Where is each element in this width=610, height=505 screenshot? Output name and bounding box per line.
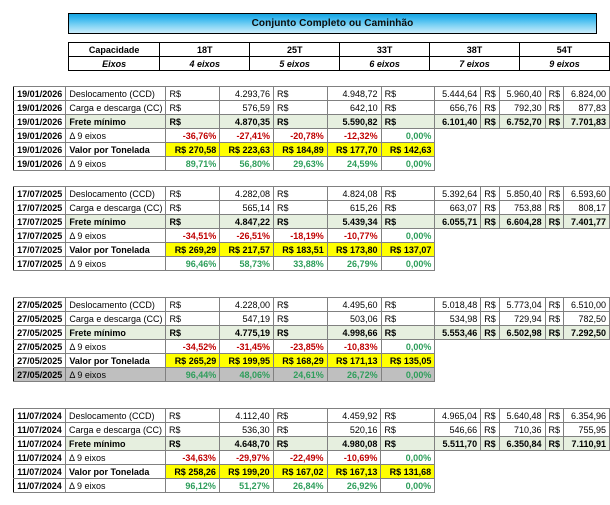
currency-symbol: R$	[545, 215, 564, 229]
cell-value[interactable]: 33,88%	[274, 257, 328, 271]
currency-symbol: R$	[481, 201, 500, 215]
cell-value[interactable]: 4.648,70	[219, 437, 273, 451]
table-row[interactable]	[14, 201, 610, 215]
header-eixos-54t: 9 eixos	[520, 57, 610, 71]
header-capacity-33t: 33T	[340, 43, 430, 57]
data-block-11-07-2024	[13, 408, 610, 493]
table-row[interactable]	[14, 298, 610, 312]
cell-value[interactable]: -18,19%	[274, 229, 328, 243]
currency-symbol: R$	[273, 437, 327, 451]
table-row[interactable]	[14, 243, 610, 257]
cell-value[interactable]: 4.847,22	[220, 215, 274, 229]
cell-value[interactable]: 782,50	[564, 312, 610, 326]
cell-value[interactable]: 96,12%	[166, 479, 220, 493]
cell-value[interactable]: -34,63%	[166, 451, 220, 465]
cell-value[interactable]: 710,36	[499, 423, 545, 437]
currency-symbol: R$	[545, 409, 564, 423]
cell-value[interactable]: -22,49%	[273, 451, 327, 465]
cell-value[interactable]: 753,88	[499, 201, 545, 215]
cell-value[interactable]: 5.590,82	[327, 115, 381, 129]
row-label: Valor por Tonelada	[65, 465, 165, 479]
row-date: 17/07/2025	[14, 229, 66, 243]
currency-symbol: R$	[273, 423, 327, 437]
currency-symbol: R$	[166, 312, 220, 326]
currency-symbol: R$	[545, 187, 564, 201]
table-row[interactable]	[14, 437, 610, 451]
cell-value[interactable]: R$ 167,13	[327, 465, 381, 479]
row-label: Valor por Tonelada	[66, 243, 166, 257]
currency-symbol: R$	[274, 101, 328, 115]
row-date: 19/01/2026	[14, 157, 66, 171]
table-header	[68, 42, 610, 71]
currency-symbol: R$	[481, 215, 500, 229]
currency-symbol: R$	[274, 298, 328, 312]
data-block-17-07-2025	[13, 186, 610, 271]
cell-value[interactable]: 29,63%	[274, 157, 328, 171]
currency-symbol: R$	[481, 87, 500, 101]
table-row[interactable]	[14, 354, 610, 368]
table-row[interactable]	[14, 409, 610, 423]
row-date: 17/07/2025	[14, 257, 66, 271]
currency-symbol: R$	[166, 409, 220, 423]
currency-symbol: R$	[381, 87, 435, 101]
cell-value[interactable]: 546,66	[435, 423, 481, 437]
cell-value[interactable]: 5.392,64	[435, 187, 481, 201]
cell-value[interactable]: 0,00%	[381, 229, 435, 243]
cell-value[interactable]: 4.980,08	[327, 437, 381, 451]
row-date: 19/01/2026	[14, 87, 66, 101]
cell-value[interactable]: 615,26	[327, 201, 381, 215]
cell-value[interactable]: 56,80%	[220, 157, 274, 171]
row-label: Δ 9 eixos	[66, 340, 166, 354]
cell-value[interactable]: R$ 269,29	[166, 243, 220, 257]
row-label: Δ 9 eixos	[65, 451, 165, 465]
cell-value[interactable]: -10,83%	[327, 340, 381, 354]
row-label: Deslocamento (CCD)	[66, 187, 166, 201]
data-block-27-05-2025	[13, 297, 610, 382]
cell-value[interactable]: R$ 137,07	[381, 243, 435, 257]
currency-symbol: R$	[274, 215, 328, 229]
table-row[interactable]	[14, 115, 610, 129]
table-row[interactable]	[14, 143, 610, 157]
cell-value[interactable]: 5.511,70	[435, 437, 481, 451]
table-row[interactable]	[14, 326, 610, 340]
currency-symbol: R$	[381, 101, 435, 115]
cell-value[interactable]: R$ 184,89	[274, 143, 328, 157]
currency-symbol: R$	[481, 187, 500, 201]
cell-value[interactable]: 5.553,46	[435, 326, 481, 340]
cell-value[interactable]: 656,76	[435, 101, 481, 115]
cell-value[interactable]: 26,79%	[327, 257, 381, 271]
cell-value[interactable]: 6.593,60	[564, 187, 610, 201]
currency-symbol: R$	[166, 298, 220, 312]
cell-value[interactable]: 520,16	[327, 423, 381, 437]
cell-value[interactable]: 547,19	[220, 312, 274, 326]
row-date: 19/01/2026	[14, 129, 66, 143]
row-date: 27/05/2025	[14, 340, 66, 354]
row-date: 27/05/2025	[14, 354, 66, 368]
table-row[interactable]	[14, 451, 610, 465]
row-label: Deslocamento (CCD)	[66, 87, 166, 101]
header-eixos-row	[69, 57, 610, 71]
page-title: Conjunto Completo ou Caminhão	[251, 18, 414, 29]
cell-value[interactable]: 6.604,28	[499, 215, 545, 229]
cell-value[interactable]: R$ 168,29	[274, 354, 328, 368]
currency-symbol: R$	[274, 87, 328, 101]
cell-value[interactable]: 26,92%	[327, 479, 381, 493]
cell-value[interactable]: 4.495,60	[327, 298, 381, 312]
currency-symbol: R$	[481, 101, 500, 115]
cell-value[interactable]: -34,51%	[166, 229, 220, 243]
currency-symbol: R$	[381, 437, 435, 451]
cell-value[interactable]: R$ 183,51	[274, 243, 328, 257]
currency-symbol: R$	[481, 298, 500, 312]
currency-symbol: R$	[381, 215, 435, 229]
currency-symbol: R$	[381, 409, 435, 423]
header-eixos-33t: 6 eixos	[340, 57, 430, 71]
cell-value[interactable]: -36,76%	[166, 129, 220, 143]
row-label: Δ 9 eixos	[66, 229, 166, 243]
cell-value[interactable]: R$ 217,57	[220, 243, 274, 257]
cell-value[interactable]: -10,77%	[327, 229, 381, 243]
row-label: Carga e descarga (CC)	[66, 201, 166, 215]
table-row[interactable]	[14, 101, 610, 115]
header-eixos-25t: 5 eixos	[250, 57, 340, 71]
cell-value[interactable]: 4.293,76	[220, 87, 274, 101]
row-label: Deslocamento (CCD)	[66, 298, 166, 312]
cell-value[interactable]: R$ 199,95	[220, 354, 274, 368]
cell-value[interactable]: 503,06	[327, 312, 381, 326]
table-row[interactable]	[14, 257, 610, 271]
cell-value[interactable]: -29,97%	[219, 451, 273, 465]
table-row[interactable]	[14, 423, 610, 437]
cell-value[interactable]: R$ 135,05	[381, 354, 435, 368]
table-row[interactable]	[14, 87, 610, 101]
cell-value[interactable]: 0,00%	[381, 340, 435, 354]
table-row[interactable]	[14, 157, 610, 171]
row-date: 27/05/2025	[14, 368, 66, 382]
cell-value[interactable]: 6.824,00	[564, 87, 610, 101]
currency-symbol: R$	[273, 409, 327, 423]
cell-value[interactable]: 565,14	[220, 201, 274, 215]
cell-value[interactable]: -10,69%	[327, 451, 381, 465]
cell-value[interactable]: R$ 265,29	[166, 354, 220, 368]
header-capacity-38t: 38T	[430, 43, 520, 57]
row-date: 27/05/2025	[14, 326, 66, 340]
header-eixos-38t: 7 eixos	[430, 57, 520, 71]
cell-value[interactable]: 5.444,64	[435, 87, 481, 101]
cell-value[interactable]: R$ 223,63	[220, 143, 274, 157]
row-date: 11/07/2024	[14, 423, 66, 437]
cell-value[interactable]: 24,59%	[327, 157, 381, 171]
row-label: Valor por Tonelada	[66, 354, 166, 368]
cell-value[interactable]: R$ 177,70	[327, 143, 381, 157]
cell-value[interactable]: 26,84%	[273, 479, 327, 493]
currency-symbol: R$	[381, 115, 435, 129]
cell-value[interactable]: 89,71%	[166, 157, 220, 171]
row-date: 17/07/2025	[14, 201, 66, 215]
row-date: 17/07/2025	[14, 187, 66, 201]
row-date: 17/07/2025	[14, 215, 66, 229]
price-table	[13, 186, 610, 271]
row-date: 19/01/2026	[14, 143, 66, 157]
header-capacity-25t: 25T	[250, 43, 340, 57]
currency-symbol: R$	[166, 201, 220, 215]
cell-value[interactable]: -27,41%	[220, 129, 274, 143]
currency-symbol: R$	[166, 115, 220, 129]
row-label: Frete mínimo	[65, 437, 165, 451]
cell-value[interactable]: 4.824,08	[327, 187, 381, 201]
row-date: 27/05/2025	[14, 312, 66, 326]
cell-value[interactable]: 0,00%	[381, 257, 435, 271]
header-capacity-label: Capacidade	[69, 43, 160, 57]
cell-value[interactable]: 5.439,34	[327, 215, 381, 229]
row-label: Carga e descarga (CC)	[66, 101, 166, 115]
row-label: Frete mínimo	[66, 326, 166, 340]
currency-symbol: R$	[481, 437, 500, 451]
table-row[interactable]	[14, 340, 610, 354]
cell-value[interactable]: 5.850,40	[499, 187, 545, 201]
cell-value[interactable]: -20,78%	[274, 129, 328, 143]
cell-value[interactable]: 0,00%	[381, 451, 435, 465]
header-capacity-18t: 18T	[160, 43, 250, 57]
cell-value[interactable]: 26,72%	[327, 368, 381, 382]
cell-value[interactable]: R$ 258,26	[166, 465, 220, 479]
row-date: 11/07/2024	[14, 479, 66, 493]
cell-value[interactable]: 808,17	[564, 201, 610, 215]
cell-value[interactable]: 7.701,83	[564, 115, 610, 129]
currency-symbol: R$	[481, 115, 500, 129]
cell-value[interactable]: 877,83	[564, 101, 610, 115]
cell-value[interactable]: 4.965,04	[435, 409, 481, 423]
currency-symbol: R$	[545, 101, 564, 115]
cell-value[interactable]: R$ 131,68	[381, 465, 435, 479]
cell-value[interactable]: 6.502,98	[499, 326, 545, 340]
cell-value[interactable]: 6.510,00	[564, 298, 610, 312]
cell-value[interactable]: 4.998,66	[327, 326, 381, 340]
cell-value[interactable]: 96,44%	[166, 368, 220, 382]
currency-symbol: R$	[545, 115, 564, 129]
cell-value[interactable]: 4.775,19	[220, 326, 274, 340]
cell-value[interactable]: 534,98	[435, 312, 481, 326]
header-capacity-row	[69, 43, 610, 57]
currency-symbol: R$	[545, 201, 564, 215]
cell-value[interactable]: 663,07	[435, 201, 481, 215]
row-date: 11/07/2024	[14, 409, 66, 423]
row-label: Valor por Tonelada	[66, 143, 166, 157]
row-label: Δ 9 eixos	[65, 479, 165, 493]
price-table	[13, 86, 610, 171]
currency-symbol: R$	[166, 101, 220, 115]
cell-value[interactable]: 792,30	[499, 101, 545, 115]
cell-value[interactable]: 576,59	[220, 101, 274, 115]
table-row[interactable]	[14, 129, 610, 143]
table-row[interactable]	[14, 465, 610, 479]
row-date: 11/07/2024	[14, 465, 66, 479]
cell-value[interactable]: R$ 199,20	[219, 465, 273, 479]
currency-symbol: R$	[274, 187, 328, 201]
cell-value[interactable]: 536,30	[219, 423, 273, 437]
cell-value[interactable]: R$ 142,63	[381, 143, 435, 157]
cell-value[interactable]: 96,46%	[166, 257, 220, 271]
table-row[interactable]	[14, 479, 610, 493]
data-block-19-01-2026	[13, 86, 610, 171]
row-date: 19/01/2026	[14, 115, 66, 129]
currency-symbol: R$	[481, 312, 500, 326]
currency-symbol: R$	[381, 187, 435, 201]
currency-symbol: R$	[274, 312, 328, 326]
cell-value[interactable]: 4.228,00	[220, 298, 274, 312]
currency-symbol: R$	[166, 423, 220, 437]
row-date: 27/05/2025	[14, 298, 66, 312]
cell-value[interactable]: 58,73%	[220, 257, 274, 271]
cell-value[interactable]: R$ 167,02	[273, 465, 327, 479]
table-row[interactable]	[14, 368, 610, 382]
table-row[interactable]	[14, 312, 610, 326]
cell-value[interactable]: -34,52%	[166, 340, 220, 354]
currency-symbol: R$	[166, 437, 220, 451]
row-label: Δ 9 eixos	[66, 157, 166, 171]
table-row[interactable]	[14, 187, 610, 201]
cell-value[interactable]: 0,00%	[381, 129, 435, 143]
row-label: Deslocamento (CCD)	[65, 409, 165, 423]
row-date: 11/07/2024	[14, 437, 66, 451]
cell-value[interactable]: R$ 173,80	[327, 243, 381, 257]
cell-value[interactable]: R$ 171,13	[327, 354, 381, 368]
cell-value[interactable]: 729,94	[499, 312, 545, 326]
currency-symbol: R$	[545, 437, 564, 451]
currency-symbol: R$	[381, 326, 435, 340]
cell-value[interactable]: 5.773,04	[499, 298, 545, 312]
cell-value[interactable]: 6.055,71	[435, 215, 481, 229]
row-date: 17/07/2025	[14, 243, 66, 257]
cell-value[interactable]: R$ 270,58	[166, 143, 220, 157]
cell-value[interactable]: 0,00%	[381, 479, 435, 493]
cell-value[interactable]: 7.401,77	[564, 215, 610, 229]
currency-symbol: R$	[166, 187, 220, 201]
cell-value[interactable]: 6.101,40	[435, 115, 481, 129]
cell-value[interactable]: 7.110,91	[564, 437, 610, 451]
currency-symbol: R$	[545, 312, 564, 326]
currency-symbol: R$	[274, 201, 328, 215]
row-label: Carga e descarga (CC)	[66, 312, 166, 326]
currency-symbol: R$	[545, 423, 564, 437]
row-label: Carga e descarga (CC)	[65, 423, 165, 437]
currency-symbol: R$	[166, 215, 220, 229]
currency-symbol: R$	[545, 87, 564, 101]
cell-value[interactable]: 4.948,72	[327, 87, 381, 101]
header-eixos-18t: 4 eixos	[160, 57, 250, 71]
cell-value[interactable]: 6.350,84	[499, 437, 545, 451]
row-label: Δ 9 eixos	[66, 129, 166, 143]
cell-value[interactable]: 7.292,50	[564, 326, 610, 340]
cell-value[interactable]: -12,32%	[327, 129, 381, 143]
table-row[interactable]	[14, 229, 610, 243]
currency-symbol: R$	[381, 312, 435, 326]
row-date: 19/01/2026	[14, 101, 66, 115]
cell-value[interactable]: -31,45%	[220, 340, 274, 354]
cell-value[interactable]: 4.282,08	[220, 187, 274, 201]
cell-value[interactable]: 4.459,92	[327, 409, 381, 423]
row-label: Δ 9 eixos	[66, 368, 166, 382]
cell-value[interactable]: 24,61%	[274, 368, 328, 382]
cell-value[interactable]: 642,10	[327, 101, 381, 115]
header-eixos-label: Eixos	[69, 57, 160, 71]
cell-value[interactable]: -26,51%	[220, 229, 274, 243]
cell-value[interactable]: -23,85%	[274, 340, 328, 354]
currency-symbol: R$	[481, 409, 500, 423]
cell-value[interactable]: 4.112,40	[219, 409, 273, 423]
currency-symbol: R$	[481, 423, 500, 437]
cell-value[interactable]: 4.870,35	[220, 115, 274, 129]
row-date: 11/07/2024	[14, 451, 66, 465]
cell-value[interactable]: 0,00%	[381, 157, 435, 171]
currency-symbol: R$	[481, 326, 500, 340]
currency-symbol: R$	[545, 326, 564, 340]
cell-value[interactable]: 6.354,96	[564, 409, 610, 423]
header-capacity-54t: 54T	[520, 43, 610, 57]
currency-symbol: R$	[381, 298, 435, 312]
currency-symbol: R$	[545, 298, 564, 312]
cell-value[interactable]: 755,95	[564, 423, 610, 437]
cell-value[interactable]: 48,06%	[220, 368, 274, 382]
cell-value[interactable]: 5.018,48	[435, 298, 481, 312]
cell-value[interactable]: 0,00%	[381, 368, 435, 382]
currency-symbol: R$	[166, 87, 220, 101]
price-table	[13, 297, 610, 382]
row-label: Frete mínimo	[66, 215, 166, 229]
currency-symbol: R$	[381, 423, 435, 437]
currency-symbol: R$	[381, 201, 435, 215]
currency-symbol: R$	[274, 115, 328, 129]
cell-value[interactable]: 5.640,48	[499, 409, 545, 423]
cell-value[interactable]: 5.960,40	[499, 87, 545, 101]
cell-value[interactable]: 6.752,70	[499, 115, 545, 129]
currency-symbol: R$	[166, 326, 220, 340]
table-row[interactable]	[14, 215, 610, 229]
table-title-banner	[68, 13, 597, 34]
row-label: Frete mínimo	[66, 115, 166, 129]
cell-value[interactable]: 51,27%	[219, 479, 273, 493]
currency-symbol: R$	[274, 326, 328, 340]
price-table	[13, 408, 610, 493]
row-label: Δ 9 eixos	[66, 257, 166, 271]
